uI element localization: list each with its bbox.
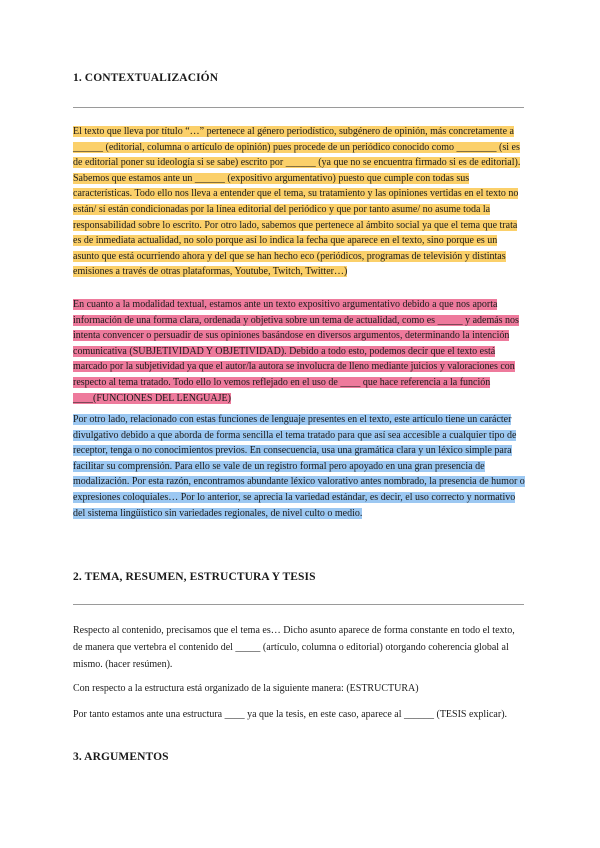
contextualization-text: El texto que lleva por título “…” pertenece al género periodístico, subgénero de opinión, más concretamente a ______ (editorial, columna o artículo de opinión) pues procede de un periódico conocido como ________ (si es de editorial poner su ideología si se sabe) escrito por ______ (ya que no se encuentra firmado si es de editorial). Sabemos que estamos ante un ______ (expositivo argumentativo) puesto que cumple con todas sus características. Todo ello nos lleva a entender que el tema, su tratamiento y las opiniones vertidas en el texto no están/ sí están condicionadas por la línea editorial del periódico y que por tanto asume/ no asume toda la responsabilidad sobre lo escrito. Por otro lado, sabemos que pertenece al ámbito social ya que el tema que trata es de inmediata actualidad, no solo porque así lo indica la fecha que aparece en el texto, sino porque es un asunto que está ocurriendo ahora y del que se han hecho eco (periódicos, programas de televisión y distintas emisiones a través de otras plataformas, Youtube, Twitch, Twitter…) (73, 126, 521, 278)
structure-paragraph: Con respecto a la estructura está organizado de la siguiente manera: (ESTRUCTURA) (73, 683, 419, 694)
section-1-heading: 1. CONTEXTUALIZACIÓN (73, 72, 219, 84)
register-text: Por otro lado, relacionado con estas funciones de lenguaje presentes en el texto, este artículo tiene un carácter divulgativo debido a que aborda de forma sencilla el tema tratado para que así sea accesible a cualquier tipo de receptor, tenga o no conocimientos previos. En consecuencia, usa una gramática clara y un léxico simple para facilitar su comprensión. Para ello se vale de un registro formal pero apoyado en una gran presencia de modalización. Por esta razón, encontramos abundante léxico valorativo antes nombrado, la presencia de humor o expresiones coloquiales… Por lo anterior, se aprecia la variedad estándar, es decir, el uso correcto y normativo del sistema lingüístico sin variedades regionales, de nivel culto o medio. (73, 414, 525, 519)
thesis-paragraph: Por tanto estamos ante una estructura ____ ya que la tesis, en este caso, aparece al ______ (TESIS explicar). (73, 709, 508, 720)
modality-text: En cuanto a la modalidad textual, estamos ante un texto expositivo argumentativo debido a que nos aporta información de una forma clara, ordenada y objetiva sobre un tema de actualidad, como es _____ y además nos intenta convencer o persuadir de sus opiniones basándose en diversos argumentos, determinando la intención comunicativa (SUBJETIVIDAD Y OBJETIVIDAD). Debido a todo esto, podemos decir que el texto está marcado por la subjetividad ya que el autor/la autora se involucra de lleno mediante juicios y valoraciones con respecto al tema tratado. Todo ello lo vemos reflejado en el uso de ____ que hace referencia a la función ____(FUNCIONES DEL LENGUAJE) (73, 299, 519, 404)
theme-paragraph: Respecto al contenido, precisamos que el tema es… Dicho asunto aparece de forma constante en todo el texto, de manera que vertebra el contenido del _____ (artículo, columna o editorial) otorgando coherencia global al mismo. (hacer resúmen). (73, 625, 515, 670)
section-2-heading: 2. TEMA, RESUMEN, ESTRUCTURA Y TESIS (73, 571, 316, 583)
section-1-divider (73, 107, 524, 108)
modality-paragraph (73, 297, 525, 406)
register-paragraph (73, 412, 525, 521)
section-3-heading: 3. ARGUMENTOS (73, 751, 169, 763)
section-2-divider (73, 604, 524, 605)
contextualization-paragraph (73, 124, 525, 280)
